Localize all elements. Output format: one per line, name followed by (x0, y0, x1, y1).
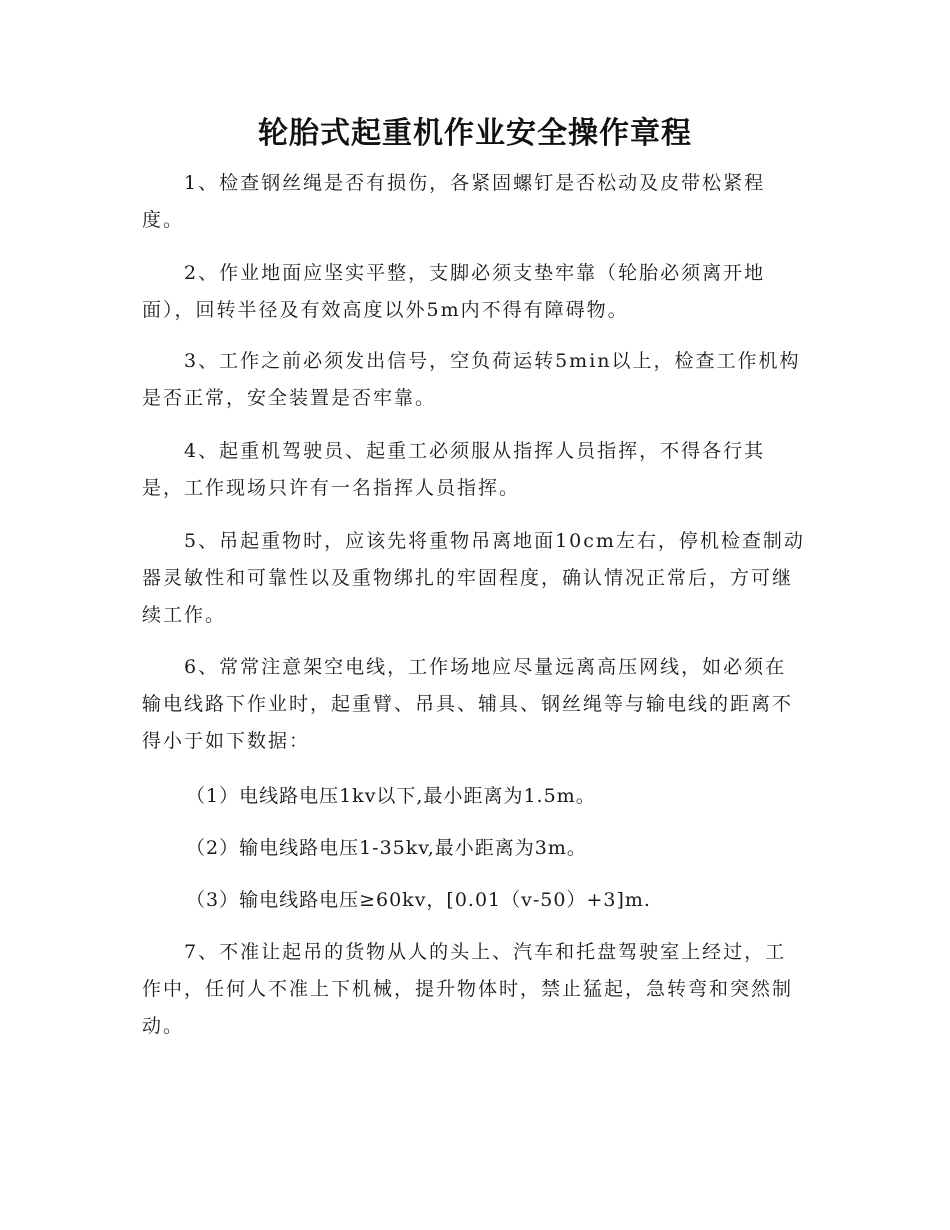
paragraph-5: 5、吊起重物时，应该先将重物吊离地面10cm左右，停机检查制动器灵敏性和可靠性以及重物绑扎的牢固程度，确认情况正常后，方可继续工作。 (142, 530, 805, 626)
paragraph-4: 4、起重机驾驶员、起重工必须服从指挥人员指挥，不得各行其是，工作现场只许有一名指挥人员指挥。 (142, 440, 766, 499)
sub-item-2: （2）输电线路电压1-35kv,最小距离为3m。 (186, 837, 587, 859)
paragraph-2: 2、作业地面应坚实平整，支脚必须支垫牢靠（轮胎必须离开地面），回转半径及有效高度以外5m内不得有障碍物。 (142, 262, 766, 321)
paragraph-3: 3、工作之前必须发出信号，空负荷运转5min以上，检查工作机构是否正常，安全装置是否牢靠。 (142, 350, 801, 409)
sub-item-1: （1）电线路电压1kv以下,最小距离为1.5m。 (186, 785, 596, 807)
document-title: 轮胎式起重机作业安全操作章程 (258, 116, 692, 151)
paragraph-1: 1、检查钢丝绳是否有损伤，各紧固螺钉是否松动及皮带松紧程度。 (142, 172, 766, 231)
paragraph-6: 6、常常注意架空电线，工作场地应尽量远离高压网线，如必须在输电线路下作业时，起重臂、吊具、辅具、钢丝绳等与输电线的距离不得小于如下数据： (142, 656, 794, 752)
sub-item-3: （3）输电线路电压≥60kv，[0.01（v-50）+3]m. (186, 889, 651, 911)
paragraph-7: 7、不准让起吊的货物从人的头上、汽车和托盘驾驶室上经过，工作中，任何人不准上下机械，提升物体时，禁止猛起，急转弯和突然制动。 (142, 941, 794, 1037)
